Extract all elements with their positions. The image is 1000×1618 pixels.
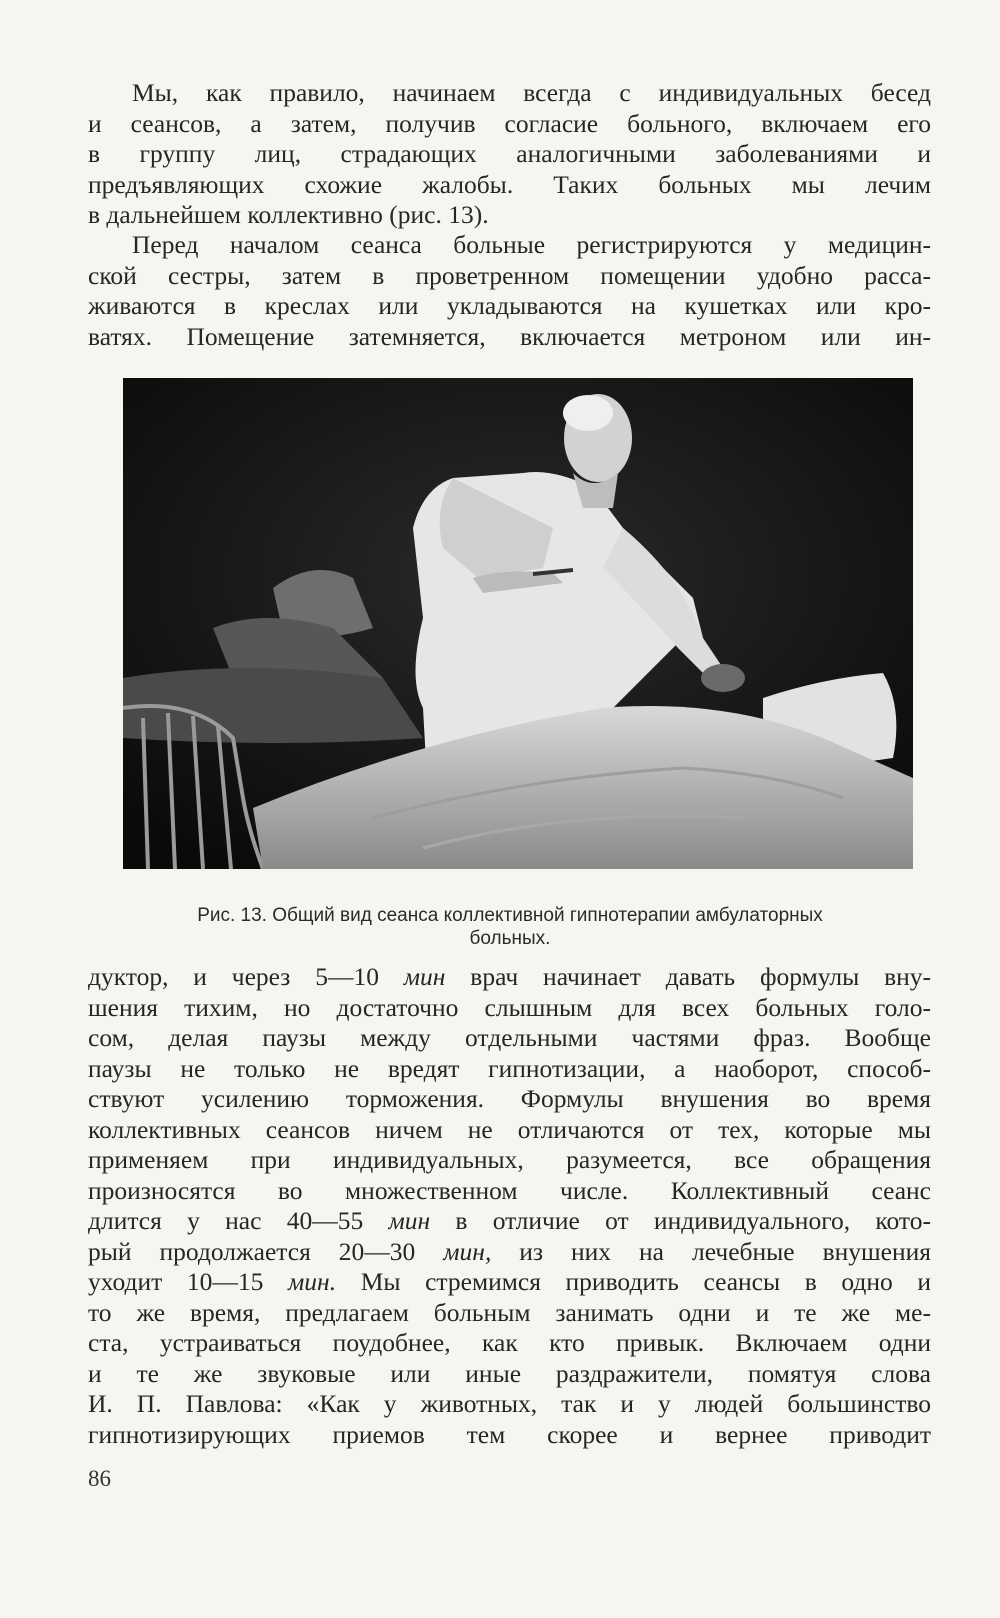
caption-line: больных. <box>469 928 551 949</box>
italic-unit: мин <box>388 1206 431 1235</box>
text-line: рый продолжается 20—30 мин, из них на лечебные внушения <box>88 1236 932 1266</box>
hypnotherapy-session-photo <box>123 378 913 869</box>
text-line: применяем при индивидуальных, разумеется, все обращения <box>88 1145 931 1174</box>
text-line: гипнотизирующих приемов тем скорее и вернее приводит <box>88 1419 931 1449</box>
caption-line: Рис. 13. Общий вид сеанса коллективной гипнотерапии амбулаторных <box>197 905 823 926</box>
italic-unit: мин, <box>443 1236 492 1266</box>
text-line: шения тихим, но достаточно слышным для всех больных голо- <box>88 992 931 1022</box>
text-line: Перед началом сеанса больные регистрируются у медицин- <box>132 230 931 259</box>
text-line: и те же звуковые или иные раздражители, помятуя слова <box>88 1358 931 1388</box>
figure-photo <box>123 378 913 869</box>
text-line: живаются в креслах или укладываются на кушетках или кро- <box>88 291 931 320</box>
text-line: уходит 10—15 мин. Мы стремимся приводить сеансы в одно и <box>88 1267 932 1296</box>
italic-unit: мин. <box>288 1267 337 1296</box>
text-line: ста, устраиваться поудобнее, как кто привык. Включаем одни <box>88 1328 931 1357</box>
text-line: И. П. Павлова: «Как у животных, так и у людей большинство <box>88 1389 931 1418</box>
text-line: дуктор, и через 5—10 мин врач начинает давать формулы вну- <box>88 962 931 991</box>
text-line: паузы не только не вредят гипнотизации, а наоборот, способ- <box>88 1053 931 1083</box>
text-line: ствуют усилению торможения. Формулы внушения во время <box>88 1084 931 1113</box>
text-line: и сеансов, а затем, получив согласие больного, включаем его <box>88 108 931 138</box>
text-line: ской сестры, затем в проветренном помещении удобно расса- <box>88 260 931 290</box>
text-line: длится у нас 40—55 мин в отличие от индивидуального, кото- <box>88 1206 931 1235</box>
text-line: в группу лиц, страдающих аналогичными заболеваниями и <box>88 139 931 168</box>
page-number: 86 <box>88 1466 111 1491</box>
text-line: предъявляющих схожие жалобы. Таких больных мы лечим <box>88 169 931 199</box>
paragraph-1 <box>88 78 931 231</box>
text-line: сом, делая паузы между отдельными частями фраз. Вообще <box>88 1023 931 1052</box>
figure-caption <box>100 904 920 950</box>
paragraph-2 <box>88 230 931 352</box>
text-line: в дальнейшем коллективно (рис. 13). <box>88 200 489 229</box>
text-line: коллективных сеансов ничем не отличаются от тех, которые мы <box>88 1114 931 1144</box>
text-line: Мы, как правило, начинаем всегда с индивидуальных бесед <box>132 78 931 107</box>
paragraph-3 <box>88 962 931 1450</box>
italic-unit: мин <box>403 962 446 991</box>
text-line: ватях. Помещение затемняется, включается метроном или ин- <box>88 321 931 351</box>
text-line: произносятся во множественном числе. Коллективный сеанс <box>88 1175 931 1205</box>
text-line: то же время, предлагаем больным занимать одни и те же ме- <box>88 1297 931 1327</box>
